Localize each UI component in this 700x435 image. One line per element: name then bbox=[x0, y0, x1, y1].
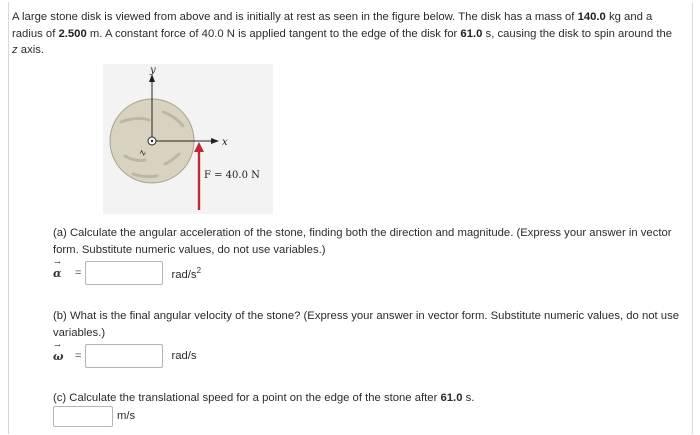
problem-statement: A large stone disk is viewed from above and is initially at rest as seen in the figure below. The disk has a mass of 140.0 kg and a radius of 2.500 m. A constant force of 40.0 N is applied tangent to the edge of the disk for 61.0 s, causing the disk to spin around the z axis. bbox=[12, 11, 673, 56]
equals-sign: = bbox=[75, 267, 82, 279]
angular-velocity-unit: rad/s bbox=[171, 350, 197, 362]
mass-value: 140.0 bbox=[577, 11, 606, 23]
part-a-answer-row bbox=[53, 259, 201, 287]
equals-sign: = bbox=[75, 350, 82, 362]
z-axis-label: z bbox=[137, 149, 149, 157]
part-b-answer-row bbox=[53, 342, 197, 370]
angular-velocity-input[interactable] bbox=[85, 344, 163, 368]
part-c-time-value: 61.0 bbox=[440, 392, 463, 404]
part-a-question: (a) Calculate the angular acceleration of the stone, finding both the direction and magnitude. (Express your answer in vector form. Substitute numeric values, do not use variables.) bbox=[53, 227, 672, 256]
translational-speed-unit: m/s bbox=[117, 410, 136, 422]
translational-speed-input[interactable] bbox=[53, 406, 113, 427]
alpha-vector-symbol: → α bbox=[53, 257, 62, 280]
time-value: 61.0 bbox=[460, 27, 483, 40]
force-label: F = 40.0 N bbox=[204, 170, 260, 181]
part-c-question: (c) Calculate the translational speed for a point on the edge of the stone after 61.0 s. bbox=[53, 392, 475, 404]
x-axis-label: x bbox=[222, 137, 228, 148]
y-axis-label: y bbox=[150, 65, 156, 76]
part-c-answer-row bbox=[53, 402, 135, 430]
part-b-question: (b) What is the final angular velocity of the stone? (Express your answer in vector form. Substitute numeric values, do not use variables.) bbox=[53, 310, 680, 339]
angular-acceleration-input[interactable] bbox=[85, 261, 163, 285]
radius-value: 2.500 bbox=[58, 27, 87, 40]
angular-acceleration-unit: rad/$s^2$ bbox=[171, 265, 202, 281]
omega-vector-symbol: → ω bbox=[53, 340, 64, 363]
disk-figure bbox=[103, 64, 273, 214]
